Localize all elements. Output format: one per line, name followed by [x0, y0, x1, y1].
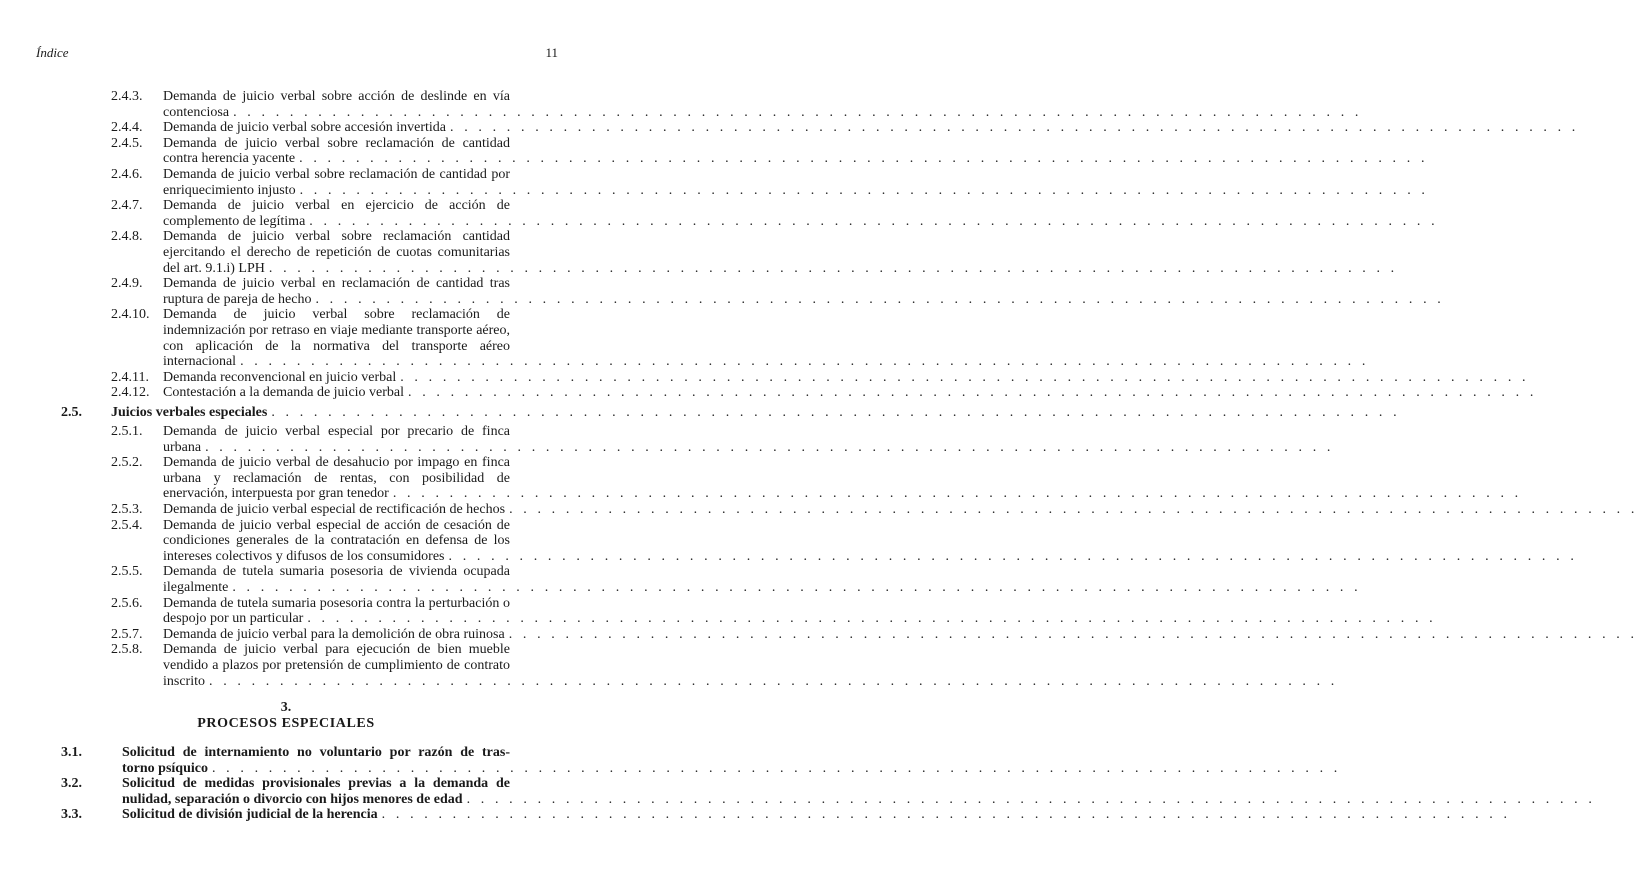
toc-entry-title-line: Demanda de juicio verbal sobre acción de deslinde en vía	[163, 89, 510, 104]
dot-leader: . . . . . . . . . . . . . . . . . . . . . . . . . . . . . . . . . . . . . . . . . . . . . . . . . . . . . . . . . . . . . . . . . . . . . . . . . . . . . . . .	[299, 182, 1429, 198]
toc-entry-title-line: ruptura de pareja de hecho	[163, 291, 312, 307]
toc-entry-number: 2.5.7.	[111, 626, 143, 642]
toc-entry-title-line: contra herencia yacente	[163, 151, 296, 167]
toc-entry-title-line: enervación, interpuesta por gran tenedor	[163, 486, 389, 502]
toc-entry-title-line: del art. 9.1.i) LPH	[163, 260, 265, 276]
toc-entry-title-line: Demanda de tutela sumaria posesoria contra la perturbación o	[163, 595, 510, 611]
toc-entry-number: 2.5.2.	[111, 455, 143, 471]
running-header-page-number: 11	[545, 45, 558, 60]
toc-entry-title-line: Solicitud de medidas provisionales previas a la demanda de	[122, 776, 510, 792]
toc-entry-number: 2.4.7.	[111, 198, 143, 214]
dot-leader: . . . . . . . . . . . . . . . . . . . . . . . . . . . . . . . . . . . . . . . . . . . . . . . . . . . . . . . . . . . . . . . . . . . . . . . . . . . . . . . .	[240, 354, 1369, 370]
toc-entry-title-line: intereses colectivos y difusos de los consumidores	[163, 548, 445, 564]
chapter-title: PROCESOS ESPECIALES	[197, 716, 375, 731]
toc-entry-title-line: Demanda de juicio verbal para ejecución de bien mueble	[163, 642, 510, 658]
toc-entry-number: 2.4.6.	[111, 167, 143, 182]
toc-entry-title-line: Contestación a la demanda de juicio verbal	[163, 385, 405, 401]
toc-entry-title-line: Demanda de juicio verbal especial de acción de cesación de	[163, 517, 510, 533]
dot-leader: . . . . . . . . . . . . . . . . . . . . . . . . . . . . . . . . . . . . . . . . . . . . . . . . . . . . . . . . . . . . . . . . . . . . . . . . . . . . . . . .	[205, 439, 1334, 455]
toc-entry-title-line: Demanda de juicio verbal sobre reclamación de	[163, 307, 510, 323]
toc-entry-title-line: inscrito	[163, 673, 205, 689]
dot-leader: . . . . . . . . . . . . . . . . . . . . . . . . . . . . . . . . . . . . . . . . . . . . . . . . . . . . . . . . . . . . . . . . . . . . . . . . . . . . . . . .	[508, 626, 1638, 642]
toc-entry-title-line: complemento de legítima	[163, 213, 306, 229]
toc-entry-title-line: Demanda de juicio verbal sobre reclamación de cantidad por	[163, 167, 510, 182]
toc-entry-number: 2.4.9.	[111, 276, 143, 292]
running-header-section: Índice	[36, 45, 69, 60]
toc-entry-title-line: Demanda de tutela sumaria posesoria de vivienda ocupada	[163, 564, 510, 580]
toc-entry-title-line: torno psíquico	[122, 760, 208, 776]
toc-entry-title-line: Demanda de juicio verbal especial de rectificación de hechos	[163, 502, 506, 517]
toc-entry-title-line: vendido a plazos por pretensión de cumplimiento de contrato	[163, 657, 510, 673]
chapter-number: 3.	[280, 700, 292, 715]
dot-leader: . . . . . . . . . . . . . . . . . . . . . . . . . . . . . . . . . . . . . . . . . . . . . . . . . . . . . . . . . . . . . . . . . . . . . . . . . . . . . . . .	[381, 807, 1511, 823]
toc-entry-title-line: Solicitud de división judicial de la herencia	[122, 807, 378, 823]
toc-entry-number: 2.5.3.	[111, 502, 143, 517]
toc-section-title: Juicios verbales especiales	[111, 405, 268, 420]
toc-entry-title-line: internacional	[163, 354, 237, 370]
toc-entry-title-line: Demanda reconvencional en juicio verbal	[163, 369, 397, 385]
toc-entry-title-line: Demanda de juicio verbal sobre accesión invertida	[163, 120, 446, 136]
dot-leader: . . . . . . . . . . . . . . . . . . . . . . . . . . . . . . . . . . . . . . . . . . . . . . . . . . . . . . . . . . . . . . . . . . . . . . . . . . . . . . . .	[211, 760, 1341, 776]
toc-entry-title-line: despojo por un particular	[163, 611, 304, 627]
toc-entry-title-line: enriquecimiento injusto	[163, 182, 296, 198]
toc-entry-number: 2.4.12.	[111, 385, 150, 401]
toc-entry-number: 2.5.1.	[111, 424, 143, 439]
toc-entry-title-line: Demanda de juicio verbal en ejercicio de acción de	[163, 198, 510, 214]
toc-entry-title-line: con aplicación de la normativa del transporte aéreo	[163, 338, 510, 354]
dot-leader: . . . . . . . . . . . . . . . . . . . . . . . . . . . . . . . . . . . . . . . . . . . . . . . . . . . . . . . . . . . . . . . . . . . . . . . . . . . . . . . .	[233, 104, 1362, 120]
toc-entry-title-line: Solicitud de internamiento no voluntario por razón de tras-	[122, 745, 510, 760]
dot-leader: . . . . . . . . . . . . . . . . . . . . . . . . . . . . . . . . . . . . . . . . . . . . . . . . . . . . . . . . . . . . . . . . . . . . . . . . . . . . . . . .	[408, 385, 1537, 401]
toc-entry-number: 2.5.5.	[111, 564, 143, 580]
toc-entry-number: 2.5.6.	[111, 595, 143, 611]
toc-entry-title-line: Demanda de juicio verbal de desahucio por impago en finca	[163, 455, 510, 471]
toc-entry-number: 2.4.8.	[111, 229, 143, 245]
dot-leader: . . . . . . . . . . . . . . . . . . . . . . . . . . . . . . . . . . . . . . . . . . . . . . . . . . . . . . . . . . . . . . . . . . . . . . . . . . . . . . . .	[209, 673, 1338, 689]
toc-entry-title-line: indemnización por retraso en viaje mediante transporte aéreo,	[163, 322, 510, 338]
dot-leader: . . . . . . . . . . . . . . . . . . . . . . . . . . . . . . . . . . . . . . . . . . . . . . . . . . . . . . . . . . . . . . . . . . . . . . . . . . . . . . . .	[450, 120, 1579, 136]
dot-leader: . . . . . . . . . . . . . . . . . . . . . . . . . . . . . . . . . . . . . . . . . . . . . . . . . . . . . . . . . . . . . . . . . . . . . . . . . . . . . . . .	[466, 791, 1596, 807]
toc-entry-number: 2.5.4.	[111, 517, 143, 533]
dot-leader: . . . . . . . . . . . . . . . . . . . . . . . . . . . . . . . . . . . . . . . . . . . . . . . . . . . . . . . . . . . . . . . . . . . . . . . . . . . . . . . .	[268, 260, 1398, 276]
dot-leader: . . . . . . . . . . . . . . . . . . . . . . . . . . . . . . . . . . . . . . . . . . . . . . . . . . . . . . . . . . . . . . . . . . . . . . . . . . . . . . . .	[271, 405, 1401, 420]
toc-entry-number: 3.1.	[61, 745, 82, 760]
dot-leader: . . . . . . . . . . . . . . . . . . . . . . . . . . . . . . . . . . . . . . . . . . . . . . . . . . . . . . . . . . . . . . . . . . . . . . . . . . . . . . . .	[232, 579, 1362, 595]
toc-entry-number: 2.4.5.	[111, 135, 143, 151]
toc-entry-title-line: nulidad, separación o divorcio con hijos menores de edad	[122, 791, 463, 807]
toc-entry-number: 2.4.11.	[111, 369, 149, 385]
toc-entry-title-line: urbana y reclamación de rentas, con posibilidad de	[163, 470, 510, 486]
dot-leader: . . . . . . . . . . . . . . . . . . . . . . . . . . . . . . . . . . . . . . . . . . . . . . . . . . . . . . . . . . . . . . . . . . . . . . . . . . . . . . . .	[307, 611, 1437, 627]
toc-entry-title-line: ilegalmente	[163, 579, 229, 595]
toc-entry-number: 3.2.	[61, 776, 82, 792]
toc-entry-title-line: Demanda de juicio verbal en reclamación de cantidad tras	[163, 276, 510, 292]
toc-entry-title-line: Demanda de juicio verbal sobre reclamación cantidad	[163, 229, 510, 245]
dot-leader: . . . . . . . . . . . . . . . . . . . . . . . . . . . . . . . . . . . . . . . . . . . . . . . . . . . . . . . . . . . . . . . . . . . . . . . . . . . . . . . .	[315, 291, 1445, 307]
dot-leader: . . . . . . . . . . . . . . . . . . . . . . . . . . . . . . . . . . . . . . . . . . . . . . . . . . . . . . . . . . . . . . . . . . . . . . . . . . . . . . . .	[309, 213, 1439, 229]
toc-entry-title-line: Demanda de juicio verbal para la demolición de obra ruinosa	[163, 626, 505, 642]
toc-entry-title-line: Demanda de juicio verbal sobre reclamación de cantidad	[163, 135, 510, 151]
dot-leader: . . . . . . . . . . . . . . . . . . . . . . . . . . . . . . . . . . . . . . . . . . . . . . . . . . . . . . . . . . . . . . . . . . . . . . . . . . . . . . . .	[509, 502, 1638, 517]
toc-entry-number: 3.3.	[61, 807, 82, 823]
toc-entry-title-line: Demanda de juicio verbal especial por precario de finca	[163, 424, 510, 439]
toc-entry-title-line: condiciones generales de la contratación en defensa de los	[163, 533, 510, 549]
dot-leader: . . . . . . . . . . . . . . . . . . . . . . . . . . . . . . . . . . . . . . . . . . . . . . . . . . . . . . . . . . . . . . . . . . . . . . . . . . . . . . . .	[392, 486, 1522, 502]
toc-section-number: 2.5.	[61, 405, 82, 420]
toc-entry-number: 2.4.10.	[111, 307, 150, 323]
toc-entry-title-line: ejercitando el derecho de repetición de cuotas comunitarias	[163, 244, 510, 260]
dot-leader: . . . . . . . . . . . . . . . . . . . . . . . . . . . . . . . . . . . . . . . . . . . . . . . . . . . . . . . . . . . . . . . . . . . . . . . . . . . . . . . .	[400, 369, 1530, 385]
toc-entry-number: 2.4.4.	[111, 120, 143, 136]
toc-entry-number: 2.4.3.	[111, 89, 143, 104]
dot-leader: . . . . . . . . . . . . . . . . . . . . . . . . . . . . . . . . . . . . . . . . . . . . . . . . . . . . . . . . . . . . . . . . . . . . . . . . . . . . . . . .	[448, 548, 1578, 564]
toc-entry-number: 2.5.8.	[111, 642, 143, 658]
dot-leader: . . . . . . . . . . . . . . . . . . . . . . . . . . . . . . . . . . . . . . . . . . . . . . . . . . . . . . . . . . . . . . . . . . . . . . . . . . . . . . . .	[299, 151, 1429, 167]
toc-entry-title-line: contenciosa	[163, 104, 230, 120]
toc-entry-title-line: urbana	[163, 439, 202, 455]
